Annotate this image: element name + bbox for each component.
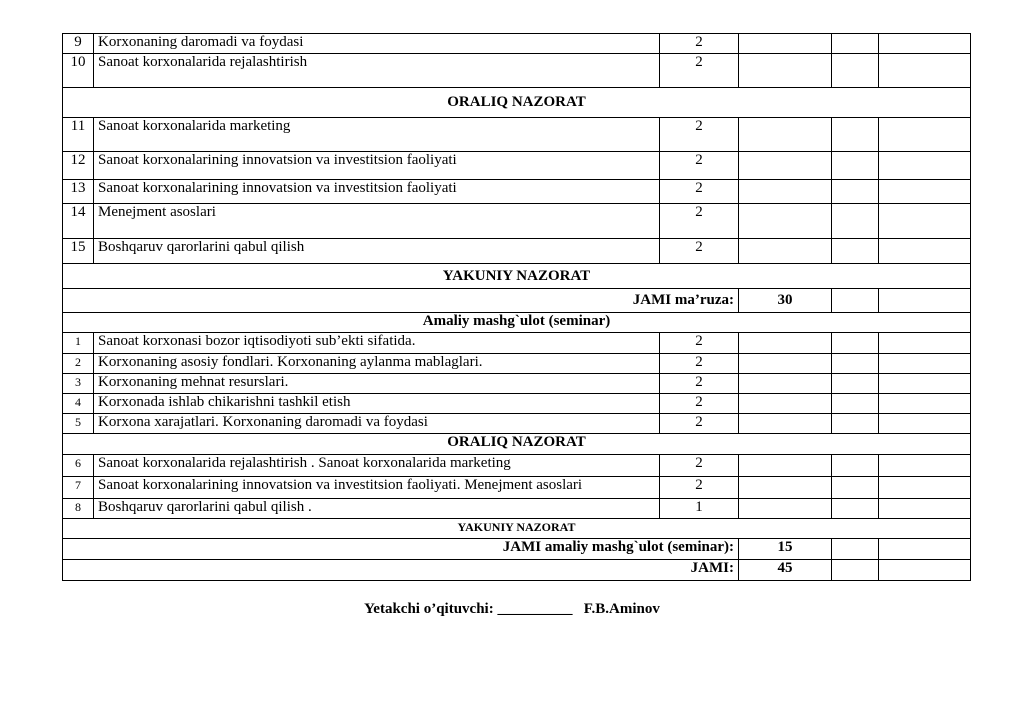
table-row	[63, 239, 971, 264]
hours-cell: 2	[660, 34, 739, 54]
empty-cell	[879, 289, 971, 313]
empty-cell	[879, 394, 971, 414]
empty-cell	[832, 455, 879, 477]
empty-cell	[739, 414, 832, 434]
row-number: 3	[63, 374, 94, 394]
row-number: 13	[63, 180, 94, 204]
practice-total-label: JAMI amaliy mashg`ulot (seminar):	[63, 539, 739, 560]
row-number: 2	[63, 354, 94, 374]
row-number: 1	[63, 333, 94, 354]
topic-title: Sanoat korxonalarining innovatsion va investitsion faoliyati. Menejment asoslari	[94, 477, 660, 499]
empty-cell	[879, 118, 971, 152]
row-number: 6	[63, 455, 94, 477]
empty-cell	[832, 477, 879, 499]
empty-cell	[879, 354, 971, 374]
empty-cell	[832, 118, 879, 152]
empty-cell	[879, 414, 971, 434]
empty-cell	[832, 333, 879, 354]
row-number: 7	[63, 477, 94, 499]
empty-cell	[739, 354, 832, 374]
empty-cell	[739, 455, 832, 477]
table-row	[63, 455, 971, 477]
empty-cell	[879, 204, 971, 239]
empty-cell	[832, 560, 879, 581]
empty-cell	[879, 374, 971, 394]
grand-total-label: JAMI:	[63, 560, 739, 581]
row-number: 9	[63, 34, 94, 54]
topic-title: Korxonaning daromadi va foydasi	[94, 34, 660, 54]
row-number: 4	[63, 394, 94, 414]
empty-cell	[832, 354, 879, 374]
hours-cell: 1	[660, 499, 739, 519]
hours-cell: 2	[660, 414, 739, 434]
table-row	[63, 204, 971, 239]
total-row	[63, 289, 971, 313]
table-row	[63, 394, 971, 414]
hours-cell: 2	[660, 180, 739, 204]
row-number: 11	[63, 118, 94, 152]
table-row	[63, 354, 971, 374]
section-row	[63, 434, 971, 455]
row-number: 15	[63, 239, 94, 264]
hours-cell: 2	[660, 239, 739, 264]
empty-cell	[739, 34, 832, 54]
section-row	[63, 519, 971, 539]
hours-cell: 2	[660, 204, 739, 239]
empty-cell	[832, 394, 879, 414]
table-row	[63, 180, 971, 204]
total-row	[63, 560, 971, 581]
topic-title: Sanoat korxonalarining innovatsion va investitsion faoliyati	[94, 152, 660, 180]
final-heading: YAKUNIY NAZORAT	[63, 519, 971, 539]
empty-cell	[739, 180, 832, 204]
table-row	[63, 152, 971, 180]
row-number: 12	[63, 152, 94, 180]
empty-cell	[832, 180, 879, 204]
topic-title: Korxona xarajatlari. Korxonaning daromadi va foydasi	[94, 414, 660, 434]
practice-total-value: 15	[739, 539, 832, 560]
topic-title: Sanoat korxonalarida rejalashtirish . Sanoat korxonalarida marketing	[94, 455, 660, 477]
lecture-total-label: JAMI ma’ruza:	[63, 289, 739, 313]
empty-cell	[879, 560, 971, 581]
empty-cell	[832, 204, 879, 239]
signature-name: F.B.Aminov	[583, 601, 660, 617]
row-number: 14	[63, 204, 94, 239]
empty-cell	[832, 499, 879, 519]
hours-cell: 2	[660, 477, 739, 499]
empty-cell	[739, 333, 832, 354]
empty-cell	[879, 499, 971, 519]
empty-cell	[832, 239, 879, 264]
empty-cell	[879, 180, 971, 204]
empty-cell	[832, 54, 879, 88]
hours-cell: 2	[660, 54, 739, 88]
table-row	[63, 34, 971, 54]
empty-cell	[879, 34, 971, 54]
total-row	[63, 539, 971, 560]
topic-title: Boshqaruv qarorlarini qabul qilish .	[94, 499, 660, 519]
hours-cell: 2	[660, 374, 739, 394]
table-row	[63, 414, 971, 434]
topic-title: Korxonaning mehnat resurslari.	[94, 374, 660, 394]
hours-cell: 2	[660, 354, 739, 374]
empty-cell	[739, 54, 832, 88]
table-row	[63, 118, 971, 152]
empty-cell	[739, 477, 832, 499]
lecture-total-value: 30	[739, 289, 832, 313]
final-heading: YAKUNIY NAZORAT	[63, 264, 971, 289]
row-number: 10	[63, 54, 94, 88]
hours-cell: 2	[660, 394, 739, 414]
empty-cell	[879, 239, 971, 264]
empty-cell	[739, 152, 832, 180]
table-row	[63, 333, 971, 354]
empty-cell	[739, 499, 832, 519]
midterm-heading: ORALIQ NAZORAT	[63, 434, 971, 455]
signature-line	[0, 601, 1024, 618]
signature-label: Yetakchi o’qituvchi:	[364, 601, 494, 617]
empty-cell	[739, 239, 832, 264]
midterm-heading: ORALIQ NAZORAT	[63, 88, 971, 118]
practice-heading: Amaliy mashg`ulot (seminar)	[63, 313, 971, 333]
topic-title: Sanoat korxonalarining innovatsion va investitsion faoliyati	[94, 180, 660, 204]
hours-cell: 2	[660, 455, 739, 477]
empty-cell	[879, 333, 971, 354]
topic-title: Korxonada ishlab chikarishni tashkil etish	[94, 394, 660, 414]
hours-cell: 2	[660, 333, 739, 354]
row-number: 8	[63, 499, 94, 519]
table-row	[63, 374, 971, 394]
topic-title: Sanoat korxonasi bozor iqtisodiyoti sub’ekti sifatida.	[94, 333, 660, 354]
empty-cell	[832, 289, 879, 313]
grand-total-value: 45	[739, 560, 832, 581]
empty-cell	[832, 539, 879, 560]
topic-title: Sanoat korxonalarida rejalashtirish	[94, 54, 660, 88]
hours-cell: 2	[660, 118, 739, 152]
empty-cell	[879, 539, 971, 560]
empty-cell	[832, 414, 879, 434]
table-row	[63, 499, 971, 519]
table-row	[63, 477, 971, 499]
topic-title: Boshqaruv qarorlarini qabul qilish	[94, 239, 660, 264]
empty-cell	[739, 204, 832, 239]
empty-cell	[832, 152, 879, 180]
empty-cell	[879, 455, 971, 477]
topic-title: Korxonaning asosiy fondlari. Korxonaning aylanma mablaglari.	[94, 354, 660, 374]
signature-blank: __________	[497, 601, 573, 617]
study-plan-table	[62, 33, 971, 581]
topic-title: Menejment asoslari	[94, 204, 660, 239]
empty-cell	[832, 34, 879, 54]
hours-cell: 2	[660, 152, 739, 180]
table-row	[63, 54, 971, 88]
empty-cell	[739, 374, 832, 394]
section-row	[63, 88, 971, 118]
empty-cell	[879, 54, 971, 88]
section-row	[63, 264, 971, 289]
empty-cell	[739, 394, 832, 414]
empty-cell	[739, 118, 832, 152]
topic-title: Sanoat korxonalarida marketing	[94, 118, 660, 152]
section-row	[63, 313, 971, 333]
empty-cell	[879, 152, 971, 180]
row-number: 5	[63, 414, 94, 434]
empty-cell	[832, 374, 879, 394]
empty-cell	[879, 477, 971, 499]
